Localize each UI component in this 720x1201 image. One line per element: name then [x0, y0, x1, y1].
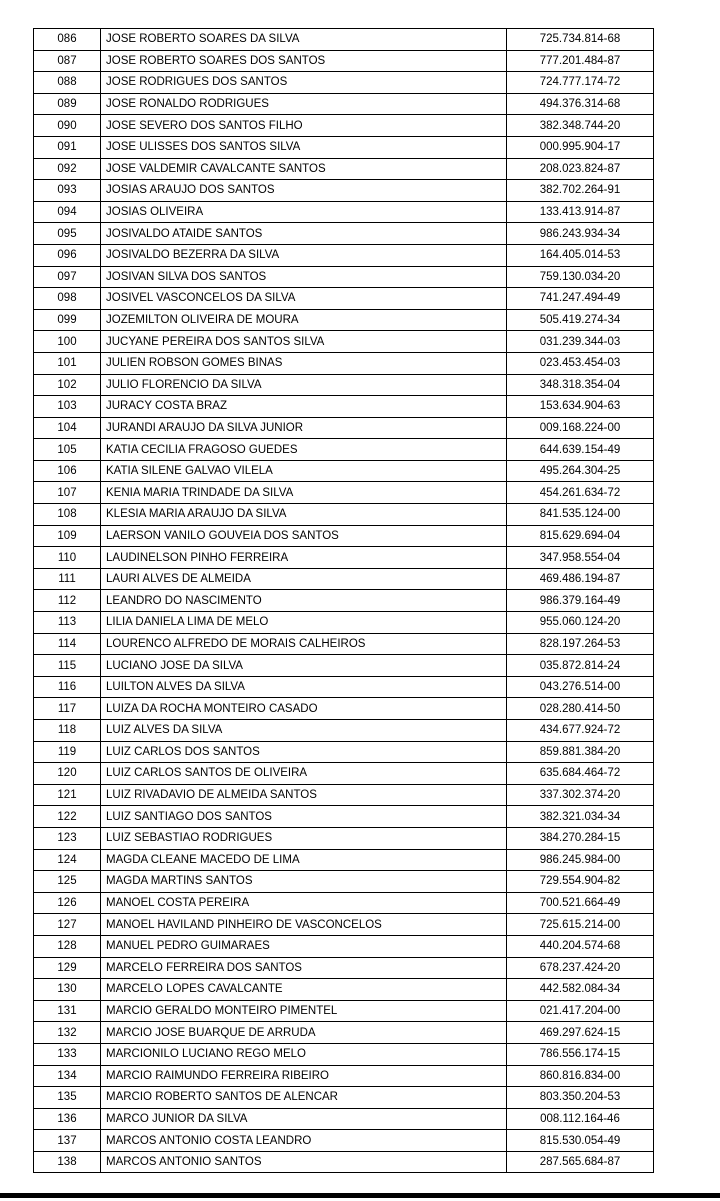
- row-number-cell: 100: [34, 331, 101, 353]
- name-cell: MANUEL PEDRO GUIMARAES: [101, 935, 507, 957]
- cpf-cell: 700.521.664-49: [507, 892, 654, 914]
- table-row: [34, 849, 654, 871]
- cpf-cell: 986.245.984-00: [507, 849, 654, 871]
- name-cell: MARCIONILO LUCIANO REGO MELO: [101, 1043, 507, 1065]
- table-row: [34, 1130, 654, 1152]
- name-cell: JOSE RONALDO RODRIGUES: [101, 93, 507, 115]
- row-number-cell: 108: [34, 504, 101, 526]
- table-row: [34, 439, 654, 461]
- table-row: [34, 288, 654, 310]
- cpf-cell: 841.535.124-00: [507, 504, 654, 526]
- name-cell: JUCYANE PEREIRA DOS SANTOS SILVA: [101, 331, 507, 353]
- row-number-cell: 107: [34, 482, 101, 504]
- table-row: [34, 1043, 654, 1065]
- row-number-cell: 112: [34, 590, 101, 612]
- table-row: [34, 871, 654, 893]
- cpf-cell: 164.405.014-53: [507, 244, 654, 266]
- cpf-cell: 644.639.154-49: [507, 439, 654, 461]
- cpf-cell: 635.684.464-72: [507, 763, 654, 785]
- row-number-cell: 101: [34, 352, 101, 374]
- name-cell: LUIZA DA ROCHA MONTEIRO CASADO: [101, 698, 507, 720]
- name-cell: MARCELO LOPES CAVALCANTE: [101, 979, 507, 1001]
- row-number-cell: 106: [34, 460, 101, 482]
- cpf-cell: 741.247.494-49: [507, 288, 654, 310]
- table-row: [34, 1151, 654, 1173]
- table-row: [34, 741, 654, 763]
- table-row: [34, 93, 654, 115]
- name-cell: MANOEL HAVILAND PINHEIRO DE VASCONCELOS: [101, 914, 507, 936]
- table-row: [34, 115, 654, 137]
- name-list-table: [33, 28, 654, 1173]
- name-cell: MARCELO FERREIRA DOS SANTOS: [101, 957, 507, 979]
- table-row: [34, 1087, 654, 1109]
- table-row: [34, 1065, 654, 1087]
- cpf-cell: 337.302.374-20: [507, 784, 654, 806]
- name-cell: JOSIAS ARAUJO DOS SANTOS: [101, 180, 507, 202]
- name-cell: MARCIO GERALDO MONTEIRO PIMENTEL: [101, 1000, 507, 1022]
- name-cell: JOSIVEL VASCONCELOS DA SILVA: [101, 288, 507, 310]
- row-number-cell: 122: [34, 806, 101, 828]
- name-cell: JURANDI ARAUJO DA SILVA JUNIOR: [101, 417, 507, 439]
- name-cell: JOSE ULISSES DOS SANTOS SILVA: [101, 136, 507, 158]
- name-cell: JOSE ROBERTO SOARES DOS SANTOS: [101, 50, 507, 72]
- table-row: [34, 1022, 654, 1044]
- table-row: [34, 784, 654, 806]
- row-number-cell: 132: [34, 1022, 101, 1044]
- table-row: [34, 612, 654, 634]
- name-cell: KATIA SILENE GALVAO VILELA: [101, 460, 507, 482]
- table-row: [34, 29, 654, 51]
- table-row: [34, 827, 654, 849]
- cpf-cell: 777.201.484-87: [507, 50, 654, 72]
- cpf-cell: 035.872.814-24: [507, 655, 654, 677]
- cpf-cell: 495.264.304-25: [507, 460, 654, 482]
- row-number-cell: 114: [34, 633, 101, 655]
- cpf-cell: 828.197.264-53: [507, 633, 654, 655]
- table-row: [34, 352, 654, 374]
- row-number-cell: 086: [34, 29, 101, 51]
- table-row: [34, 957, 654, 979]
- row-number-cell: 136: [34, 1108, 101, 1130]
- table-row: [34, 180, 654, 202]
- table-row: [34, 1000, 654, 1022]
- name-cell: LAURI ALVES DE ALMEIDA: [101, 568, 507, 590]
- row-number-cell: 127: [34, 914, 101, 936]
- row-number-cell: 131: [34, 1000, 101, 1022]
- row-number-cell: 134: [34, 1065, 101, 1087]
- name-cell: JULIO FLORENCIO DA SILVA: [101, 374, 507, 396]
- table-row: [34, 914, 654, 936]
- row-number-cell: 094: [34, 201, 101, 223]
- cpf-cell: 815.530.054-49: [507, 1130, 654, 1152]
- cpf-cell: 678.237.424-20: [507, 957, 654, 979]
- cpf-cell: 729.554.904-82: [507, 871, 654, 893]
- cpf-cell: 384.270.284-15: [507, 827, 654, 849]
- name-cell: LAUDINELSON PINHO FERREIRA: [101, 547, 507, 569]
- cpf-cell: 382.348.744-20: [507, 115, 654, 137]
- cpf-cell: 133.413.914-87: [507, 201, 654, 223]
- name-cell: JOSE SEVERO DOS SANTOS FILHO: [101, 115, 507, 137]
- cpf-cell: 153.634.904-63: [507, 396, 654, 418]
- row-number-cell: 090: [34, 115, 101, 137]
- name-cell: MARCO JUNIOR DA SILVA: [101, 1108, 507, 1130]
- row-number-cell: 098: [34, 288, 101, 310]
- row-number-cell: 089: [34, 93, 101, 115]
- table-row: [34, 201, 654, 223]
- cpf-cell: 759.130.034-20: [507, 266, 654, 288]
- cpf-cell: 440.204.574-68: [507, 935, 654, 957]
- name-cell: LUIZ CARLOS DOS SANTOS: [101, 741, 507, 763]
- name-cell: JOSE RODRIGUES DOS SANTOS: [101, 72, 507, 94]
- name-cell: LOURENCO ALFREDO DE MORAIS CALHEIROS: [101, 633, 507, 655]
- name-cell: MARCOS ANTONIO SANTOS: [101, 1151, 507, 1173]
- cpf-cell: 382.702.264-91: [507, 180, 654, 202]
- row-number-cell: 133: [34, 1043, 101, 1065]
- name-cell: JOSE ROBERTO SOARES DA SILVA: [101, 29, 507, 51]
- name-cell: LAERSON VANILO GOUVEIA DOS SANTOS: [101, 525, 507, 547]
- cpf-cell: 986.379.164-49: [507, 590, 654, 612]
- row-number-cell: 113: [34, 612, 101, 634]
- name-cell: MANOEL COSTA PEREIRA: [101, 892, 507, 914]
- table-row: [34, 698, 654, 720]
- row-number-cell: 115: [34, 655, 101, 677]
- row-number-cell: 102: [34, 374, 101, 396]
- table-row: [34, 223, 654, 245]
- row-number-cell: 137: [34, 1130, 101, 1152]
- row-number-cell: 130: [34, 979, 101, 1001]
- row-number-cell: 123: [34, 827, 101, 849]
- table-row: [34, 72, 654, 94]
- name-cell: LUIZ ALVES DA SILVA: [101, 720, 507, 742]
- table-row: [34, 331, 654, 353]
- cpf-cell: 348.318.354-04: [507, 374, 654, 396]
- cpf-cell: 859.881.384-20: [507, 741, 654, 763]
- table-row: [34, 1108, 654, 1130]
- name-cell: JOSIAS OLIVEIRA: [101, 201, 507, 223]
- name-cell: MAGDA CLEANE MACEDO DE LIMA: [101, 849, 507, 871]
- cpf-cell: 442.582.084-34: [507, 979, 654, 1001]
- cpf-cell: 009.168.224-00: [507, 417, 654, 439]
- table-row: [34, 655, 654, 677]
- row-number-cell: 092: [34, 158, 101, 180]
- table-row: [34, 633, 654, 655]
- table-row: [34, 460, 654, 482]
- name-cell: KLESIA MARIA ARAUJO DA SILVA: [101, 504, 507, 526]
- row-number-cell: 126: [34, 892, 101, 914]
- name-cell: JULIEN ROBSON GOMES BINAS: [101, 352, 507, 374]
- cpf-cell: 955.060.124-20: [507, 612, 654, 634]
- table-row: [34, 396, 654, 418]
- table-row: [34, 158, 654, 180]
- row-number-cell: 129: [34, 957, 101, 979]
- cpf-cell: 725.734.814-68: [507, 29, 654, 51]
- cpf-cell: 023.453.454-03: [507, 352, 654, 374]
- name-cell: KATIA CECILIA FRAGOSO GUEDES: [101, 439, 507, 461]
- name-cell: MAGDA MARTINS SANTOS: [101, 871, 507, 893]
- cpf-cell: 724.777.174-72: [507, 72, 654, 94]
- name-cell: LUIZ RIVADAVIO DE ALMEIDA SANTOS: [101, 784, 507, 806]
- table-row: [34, 244, 654, 266]
- row-number-cell: 124: [34, 849, 101, 871]
- table-row: [34, 590, 654, 612]
- table-row: [34, 720, 654, 742]
- name-cell: LEANDRO DO NASCIMENTO: [101, 590, 507, 612]
- table-row: [34, 525, 654, 547]
- table-row: [34, 504, 654, 526]
- row-number-cell: 099: [34, 309, 101, 331]
- cpf-cell: 469.297.624-15: [507, 1022, 654, 1044]
- table-row: [34, 374, 654, 396]
- row-number-cell: 111: [34, 568, 101, 590]
- row-number-cell: 119: [34, 741, 101, 763]
- cpf-cell: 505.419.274-34: [507, 309, 654, 331]
- row-number-cell: 128: [34, 935, 101, 957]
- name-cell: LUIZ CARLOS SANTOS DE OLIVEIRA: [101, 763, 507, 785]
- row-number-cell: 109: [34, 525, 101, 547]
- row-number-cell: 096: [34, 244, 101, 266]
- row-number-cell: 118: [34, 720, 101, 742]
- cpf-cell: 287.565.684-87: [507, 1151, 654, 1173]
- row-number-cell: 093: [34, 180, 101, 202]
- name-cell: JOSIVALDO ATAIDE SANTOS: [101, 223, 507, 245]
- row-number-cell: 103: [34, 396, 101, 418]
- cpf-cell: 469.486.194-87: [507, 568, 654, 590]
- table-row: [34, 806, 654, 828]
- cpf-cell: 786.556.174-15: [507, 1043, 654, 1065]
- row-number-cell: 116: [34, 676, 101, 698]
- name-cell: MARCIO RAIMUNDO FERREIRA RIBEIRO: [101, 1065, 507, 1087]
- cpf-cell: 454.261.634-72: [507, 482, 654, 504]
- cpf-cell: 986.243.934-34: [507, 223, 654, 245]
- name-cell: MARCIO ROBERTO SANTOS DE ALENCAR: [101, 1087, 507, 1109]
- cpf-cell: 803.350.204-53: [507, 1087, 654, 1109]
- name-cell: LUCIANO JOSE DA SILVA: [101, 655, 507, 677]
- table-row: [34, 763, 654, 785]
- table-row: [34, 892, 654, 914]
- row-number-cell: 135: [34, 1087, 101, 1109]
- table-row: [34, 417, 654, 439]
- row-number-cell: 091: [34, 136, 101, 158]
- row-number-cell: 138: [34, 1151, 101, 1173]
- cpf-cell: 494.376.314-68: [507, 93, 654, 115]
- name-cell: JOZEMILTON OLIVEIRA DE MOURA: [101, 309, 507, 331]
- cpf-cell: 008.112.164-46: [507, 1108, 654, 1130]
- cpf-cell: 347.958.554-04: [507, 547, 654, 569]
- table-row: [34, 266, 654, 288]
- cpf-cell: 028.280.414-50: [507, 698, 654, 720]
- name-cell: JURACY COSTA BRAZ: [101, 396, 507, 418]
- name-cell: JOSIVAN SILVA DOS SANTOS: [101, 266, 507, 288]
- row-number-cell: 104: [34, 417, 101, 439]
- cpf-cell: 434.677.924-72: [507, 720, 654, 742]
- row-number-cell: 087: [34, 50, 101, 72]
- name-cell: LUILTON ALVES DA SILVA: [101, 676, 507, 698]
- table-row: [34, 547, 654, 569]
- cpf-cell: 021.417.204-00: [507, 1000, 654, 1022]
- name-cell: LUIZ SEBASTIAO RODRIGUES: [101, 827, 507, 849]
- bottom-rule: [0, 1193, 720, 1198]
- row-number-cell: 105: [34, 439, 101, 461]
- row-number-cell: 121: [34, 784, 101, 806]
- table-row: [34, 309, 654, 331]
- cpf-cell: 031.239.344-03: [507, 331, 654, 353]
- table-row: [34, 935, 654, 957]
- cpf-cell: 382.321.034-34: [507, 806, 654, 828]
- cpf-cell: 208.023.824-87: [507, 158, 654, 180]
- row-number-cell: 095: [34, 223, 101, 245]
- table-row: [34, 568, 654, 590]
- cpf-cell: 725.615.214-00: [507, 914, 654, 936]
- name-cell: KENIA MARIA TRINDADE DA SILVA: [101, 482, 507, 504]
- table-body: [34, 29, 654, 1173]
- name-cell: JOSE VALDEMIR CAVALCANTE SANTOS: [101, 158, 507, 180]
- name-cell: MARCOS ANTONIO COSTA LEANDRO: [101, 1130, 507, 1152]
- table-row: [34, 979, 654, 1001]
- row-number-cell: 110: [34, 547, 101, 569]
- cpf-cell: 000.995.904-17: [507, 136, 654, 158]
- table-row: [34, 136, 654, 158]
- cpf-cell: 860.816.834-00: [507, 1065, 654, 1087]
- row-number-cell: 097: [34, 266, 101, 288]
- table-row: [34, 482, 654, 504]
- table-row: [34, 50, 654, 72]
- table-row: [34, 676, 654, 698]
- row-number-cell: 120: [34, 763, 101, 785]
- cpf-cell: 815.629.694-04: [507, 525, 654, 547]
- name-cell: LILIA DANIELA LIMA DE MELO: [101, 612, 507, 634]
- name-cell: MARCIO JOSE BUARQUE DE ARRUDA: [101, 1022, 507, 1044]
- row-number-cell: 117: [34, 698, 101, 720]
- row-number-cell: 125: [34, 871, 101, 893]
- name-cell: JOSIVALDO BEZERRA DA SILVA: [101, 244, 507, 266]
- row-number-cell: 088: [34, 72, 101, 94]
- name-cell: LUIZ SANTIAGO DOS SANTOS: [101, 806, 507, 828]
- cpf-cell: 043.276.514-00: [507, 676, 654, 698]
